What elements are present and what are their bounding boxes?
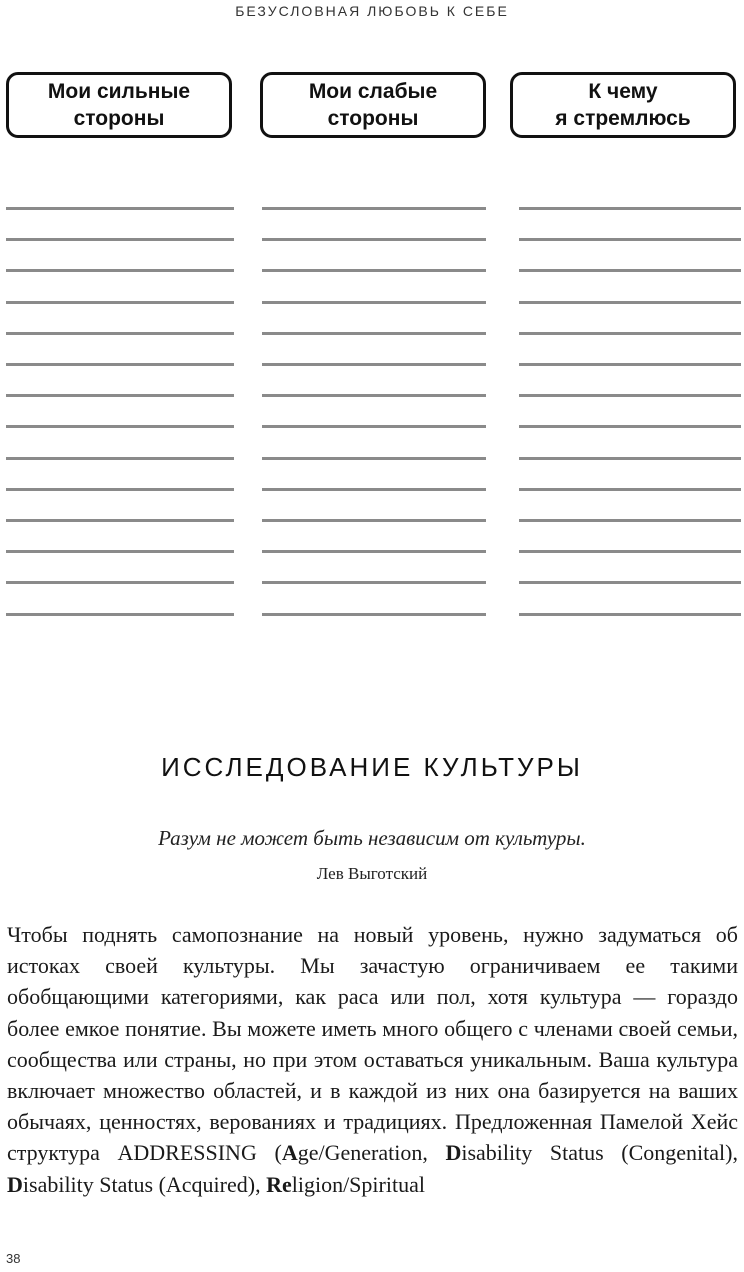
body-text-plain: Чтобы поднять самопознание на новый уровень, нужно задуматься об истоках своей культуры. Мы зачастую ограничиваем ее такими обобщающими категориями, как раса или пол, хотя культура — гораздо более емкое понятие. Вы можете иметь много общего с членами своей семьи, сообщества или страны, но при этом оставаться уникальным. Ваша культура включает множество областей, и в каждой из них она базируется на ваших обычаях, ценностях, верованиях и традициях. Предложенная Памелой Хейс структура — [7, 922, 738, 1166]
writing-line — [519, 238, 741, 241]
acronym-letter: Re — [266, 1171, 292, 1197]
epigraph-author: Лев Выготский — [316, 864, 428, 883]
writing-line — [519, 488, 741, 491]
writing-line — [519, 613, 741, 616]
strengths-box: Мои сильные стороны — [6, 72, 232, 138]
page-number: 38 — [6, 1251, 21, 1266]
writing-line — [519, 269, 741, 272]
acronym-item: ge/Generation, — [297, 1140, 428, 1166]
writing-line — [262, 519, 486, 522]
writing-line — [262, 394, 486, 397]
writing-line — [262, 425, 486, 428]
writing-line — [6, 301, 234, 304]
writing-line — [519, 581, 741, 584]
acronym-item: isability Status (Congenital), — [461, 1140, 738, 1166]
writing-line — [262, 581, 486, 584]
writing-line — [6, 457, 234, 460]
writing-line — [519, 207, 741, 210]
writing-line — [6, 488, 234, 491]
writing-line — [519, 394, 741, 397]
epigraph-quote: Разум не может быть независим от культуры. — [158, 826, 586, 850]
writing-line — [6, 425, 234, 428]
writing-line — [262, 207, 486, 210]
writing-line — [6, 269, 234, 272]
acronym: ADDRESSING — [117, 1140, 257, 1166]
writing-line — [262, 550, 486, 553]
writing-line — [6, 581, 234, 584]
writing-line — [6, 550, 234, 553]
writing-line — [262, 457, 486, 460]
writing-line — [519, 301, 741, 304]
writing-line — [519, 550, 741, 553]
worksheet-headers — [6, 72, 738, 144]
writing-line — [6, 613, 234, 616]
body-paragraph: Чтобы поднять самопознание на новый уровень, нужно задуматься об истоках своей культуры. Мы зачастую ограничиваем ее такими обобщающими категориями, как раса или пол, хотя культура — гораздо более емкое понятие. Вы можете иметь много общего с членами своей семьи, сообщества или страны, но при этом оставаться уникальным. Ваша культура включает множество областей, и в каждой из них она базируется на ваших обычаях, ценностях, верованиях и традициях. Предложенная Памелой Хейс структура ADDRESSING (Age/Generation, Disability Status (Congenital), Disability Status (Acquired), Religion/Spiritual — [7, 922, 738, 1197]
section-title: ИССЛЕДОВАНИЕ КУЛЬТУРЫ — [161, 752, 583, 782]
writing-line — [262, 269, 486, 272]
writing-line — [262, 238, 486, 241]
writing-line — [6, 207, 234, 210]
running-header: БЕЗУСЛОВНАЯ ЛЮБОВЬ К СЕБЕ — [235, 3, 509, 19]
aspirations-box: К чему я стремлюсь — [510, 72, 736, 138]
acronym-letter: D — [7, 1171, 23, 1197]
writing-line — [6, 519, 234, 522]
writing-line — [262, 613, 486, 616]
writing-line — [519, 363, 741, 366]
writing-line — [262, 488, 486, 491]
writing-line — [6, 394, 234, 397]
writing-line — [6, 238, 234, 241]
acronym-letter: A — [281, 1140, 298, 1166]
writing-line — [262, 301, 486, 304]
writing-line — [6, 332, 234, 335]
acronym-item: ligion/Spiritual — [291, 1171, 425, 1197]
acronym-letter: D — [445, 1140, 462, 1166]
writing-line — [519, 457, 741, 460]
writing-line — [6, 363, 234, 366]
writing-line — [519, 425, 741, 428]
writing-line — [519, 519, 741, 522]
weaknesses-box: Мои слабые стороны — [260, 72, 486, 138]
acronym-item: isability Status (Acquired), — [22, 1171, 261, 1197]
writing-line — [262, 332, 486, 335]
writing-line — [262, 363, 486, 366]
writing-line — [519, 332, 741, 335]
